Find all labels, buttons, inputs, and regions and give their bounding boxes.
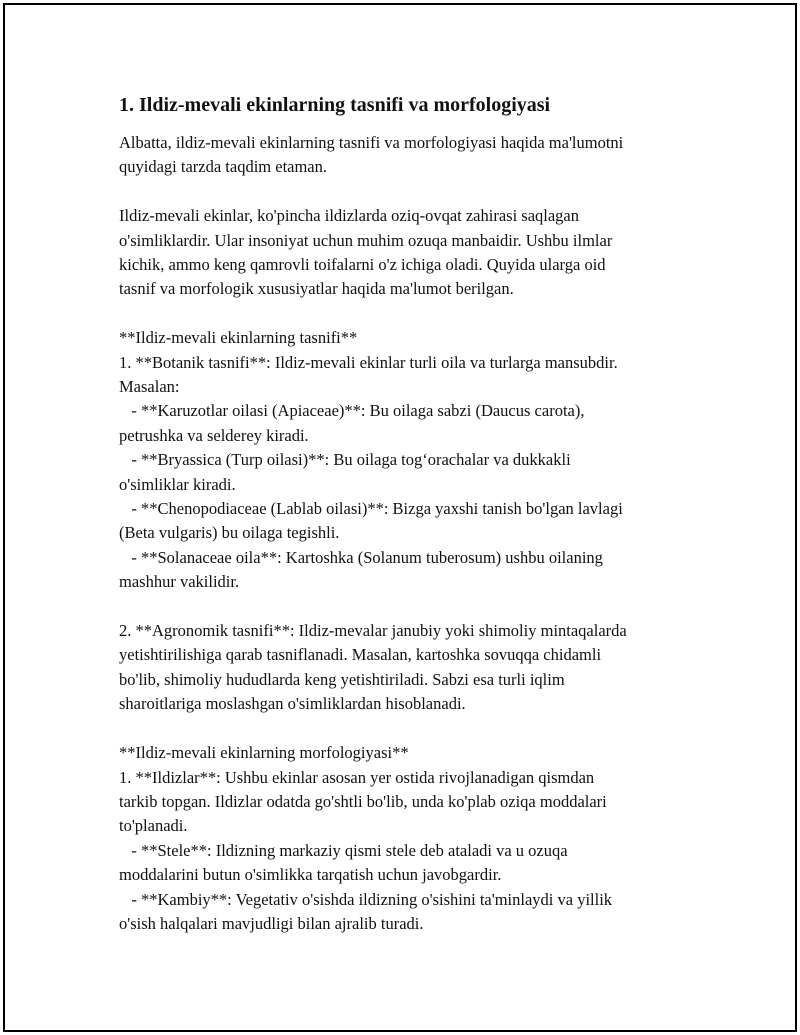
document-text xyxy=(119,131,699,936)
text-line: Masalan: xyxy=(119,377,180,397)
text-line: bo'lib, shimoliy hududlarda keng yetishtiriladi. Sabzi esa turli iqlim xyxy=(119,669,565,689)
text-line: kichik, ammo keng qamrovli toifalarni o'z ichiga oladi. Quyida ularga oid xyxy=(119,255,606,275)
blank-line xyxy=(119,595,699,619)
text-line: o'simliklardir. Ular insoniyat uchun muhim ozuqa manbaidir. Ushbu ilmlar xyxy=(119,230,613,250)
text-line: - **Bryassica (Turp oilasi)**: Bu oilaga tog‘orachalar va dukkakli xyxy=(119,450,571,470)
text-line: 1. **Botanik tasnifi**: Ildiz-mevali ekinlar turli oila va turlarga mansubdir. xyxy=(119,352,618,372)
text-line: yetishtirilishiga qarab tasniflanadi. Masalan, kartoshka sovuqqa chidamli xyxy=(119,645,602,665)
text-line: 1. **Ildizlar**: Ushbu ekinlar asosan yer ostida rivojlanadigan qismdan xyxy=(119,767,595,787)
text-line: tasnif va morfologik xususiyatlar haqida ma'lumot berilgan. xyxy=(119,279,514,299)
text-line: petrushka va selderey kiradi. xyxy=(119,425,309,445)
text-line: o'simliklar kiradi. xyxy=(119,474,236,494)
page-frame xyxy=(3,3,797,1032)
document-title: 1. Ildiz-mevali ekinlarning tasnifi va morfologiyasi xyxy=(119,94,551,116)
text-line: **Ildiz-mevali ekinlarning morfologiyasi** xyxy=(119,743,409,763)
text-line: tarkib topgan. Ildizlar odatda go'shtli bo'lib, unda ko'plab oziqa moddalari xyxy=(119,791,607,811)
blank-line xyxy=(119,302,699,326)
text-line: 2. **Agronomik tasnifi**: Ildiz-mevalar janubiy yoki shimoliy mintaqalarda xyxy=(119,621,627,641)
text-line: Ildiz-mevali ekinlar, ko'pincha ildizlarda oziq-ovqat zahirasi saqlagan xyxy=(119,206,580,226)
text-line: - **Karuzotlar oilasi (Apiaceae)**: Bu oilaga sabzi (Daucus carota), xyxy=(119,401,585,421)
text-line: mashhur vakilidir. xyxy=(119,572,240,592)
text-line: sharoitlariga moslashgan o'simliklardan hisoblanadi. xyxy=(119,694,466,714)
text-line: moddalarini butun o'simlikka tarqatish uchun javobgardir. xyxy=(119,865,502,885)
text-line: quyidagi tarzda taqdim etaman. xyxy=(119,157,328,177)
blank-line xyxy=(119,180,699,204)
text-line: **Ildiz-mevali ekinlarning tasnifi** xyxy=(119,328,358,348)
text-line: to'planadi. xyxy=(119,816,188,836)
text-line: Albatta, ildiz-mevali ekinlarning tasnifi va morfologiyasi haqida ma'lumotni xyxy=(119,133,624,152)
blank-line xyxy=(119,717,699,741)
document-body xyxy=(119,93,699,936)
text-line: (Beta vulgaris) bu oilaga tegishli. xyxy=(119,523,340,543)
text-line: - **Stele**: Ildizning markaziy qismi stele deb ataladi va u ozuqa xyxy=(119,840,568,860)
text-line: - **Solanaceae oila**: Kartoshka (Solanum tuberosum) ushbu oilaning xyxy=(119,547,603,567)
text-line: o'sish halqalari mavjudligi bilan ajralib turadi. xyxy=(119,913,424,933)
text-line: - **Chenopodiaceae (Lablab oilasi)**: Bizga yaxshi tanish bo'lgan lavlagi xyxy=(119,499,623,519)
text-line: - **Kambiy**: Vegetativ o'sishda ildizning o'sishini ta'minlaydi va yillik xyxy=(119,889,613,909)
